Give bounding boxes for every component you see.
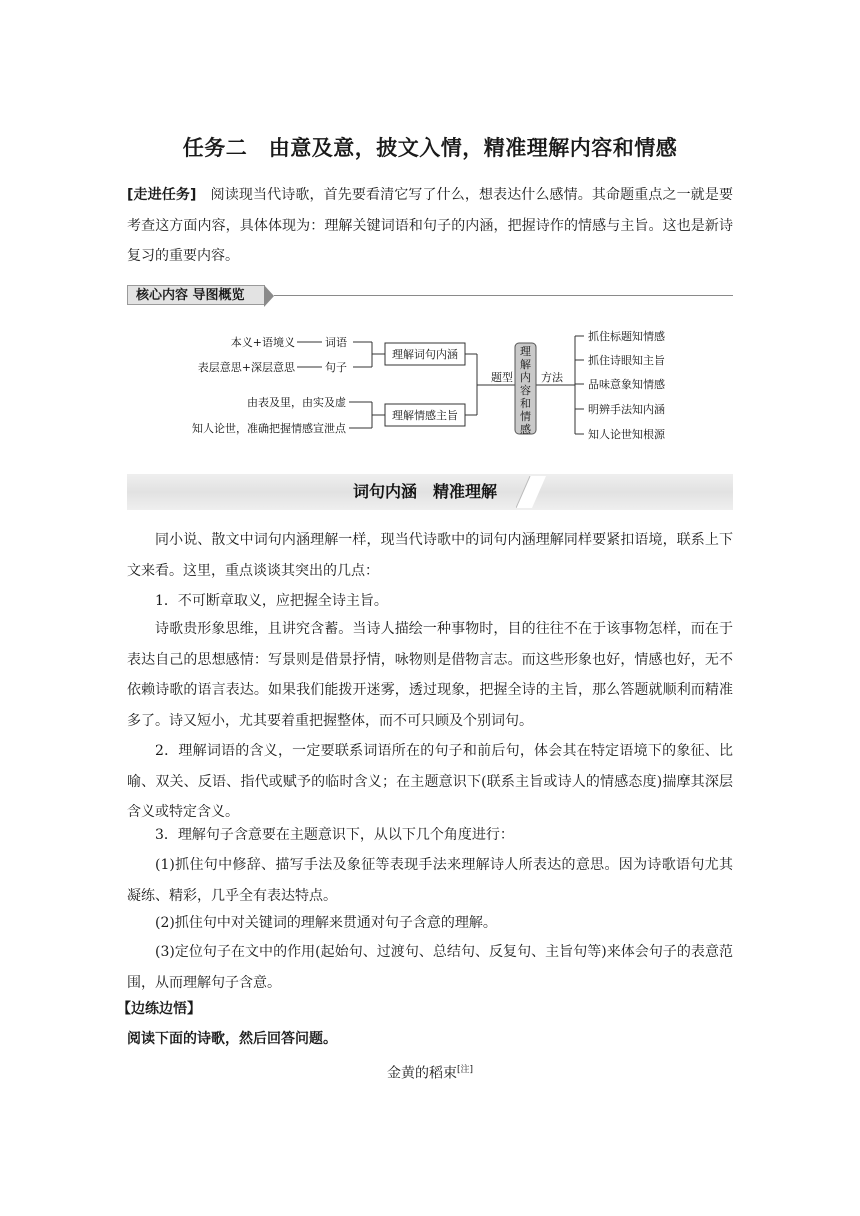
body-paragraph: (3)定位句子在文中的作用(起始句、过渡句、总结句、反复句、主旨句等)来体会句子的表意范围，从而理解句子含意。: [127, 944, 733, 991]
body-paragraph: 1．不可断章取义，应把握全诗主旨。: [155, 593, 388, 609]
body-paragraph: (2)抓住句中对关键词的理解来贯通对句子含意的理解。: [155, 915, 497, 931]
body-paragraph: 同小说、散文中词句内涵理解一样，现当代诗歌中的词句内涵理解同样要紧扣语境，联系上下文来看。这里，重点谈谈其突出的几点：: [127, 532, 733, 579]
map-method: 抓住诗眼知主旨: [588, 354, 665, 367]
body-paragraph: 诗歌贵形象思维，且讲究含蓄。当诗人描绘一种事物时，目的往往不在于该事物怎样，而在于表达自己的思想感情：写景则是借景抒情，咏物则是借物言志。而这些形象也好，情感也好，无不依赖诗歌的语言表达。如果我们能拨开迷雾，透过现象，把握全诗的主旨，那么答题就顺利而精准多了。诗又短小，尤其要着重把握整体，而不可只顾及个别词句。: [127, 621, 733, 729]
map-left-item: 知人论世，准确把握情感宣泄点: [192, 422, 346, 435]
practice-label: 【边练边悟】: [117, 1001, 201, 1017]
intro-paragraph: [127, 180, 733, 272]
map-method-label: 方法: [541, 371, 563, 384]
poem-title: [0, 1062, 860, 1083]
map-center-label: 理解内容和情感: [520, 345, 531, 436]
map-mid-item: 词语: [325, 336, 347, 349]
map-method: 明辨手法知内涵: [588, 403, 665, 416]
map-box-label: 理解情感主旨: [392, 409, 458, 422]
map-left-item: 表层意思+深层意思: [197, 361, 295, 374]
map-method: 抓住标题知情感: [588, 330, 665, 343]
map-mid-item: 句子: [325, 361, 347, 374]
section-tag-core: 核心内容 导图概览: [127, 285, 265, 305]
map-type-label: 题型: [491, 371, 513, 384]
map-left-item: 由表及里，由实及虚: [247, 396, 346, 409]
map-box-label: 理解词句内涵: [392, 348, 458, 361]
band-slash-decoration: [516, 476, 546, 508]
body-paragraph: 3．理解句子含意要在主题意识下，从以下几个角度进行：: [155, 827, 514, 843]
mind-map: [127, 315, 733, 465]
intro-text: 阅读现当代诗歌，首先要看清它写了什么，想表达什么感情。其命题重点之一就是要考查这方面内容，具体体现为：理解关键词语和句子的内涵，把握诗作的情感与主旨。这也是新诗复习的重要内容。: [127, 187, 734, 264]
practice-instruction: 阅读下面的诗歌，然后回答问题。: [127, 1031, 337, 1047]
map-method: 品味意象知情感: [588, 378, 665, 391]
section-band-label: 词句内涵 精准理解: [352, 482, 497, 501]
map-left-item: 本义+语境义: [230, 336, 295, 349]
section-divider: [274, 295, 733, 296]
body-paragraph: (1)抓住句中修辞、描写手法及象征等表现手法来理解诗人所表达的意思。因为诗歌语句尤其凝练、精彩，几乎全有表达特点。: [127, 857, 733, 904]
section-tag-arrow: [264, 285, 274, 307]
map-method: 知人论世知根源: [588, 428, 665, 441]
poem-title-text: 金黄的稻束: [386, 1065, 457, 1082]
poem-title-note: [注]: [456, 1065, 474, 1075]
body-paragraph: 2．理解词语的含义，一定要联系词语所在的句子和前后句，体会其在特定语境下的象征、比喻、双关、反语、指代或赋予的临时含义；在主题意识下(联系主旨或诗人的情感态度)揣摩其深层含义或特定含义。: [127, 743, 733, 820]
page-title: 任务二 由意及意，披文入情，精准理解内容和情感: [182, 136, 678, 160]
intro-tag: [走进任务]: [127, 187, 197, 203]
